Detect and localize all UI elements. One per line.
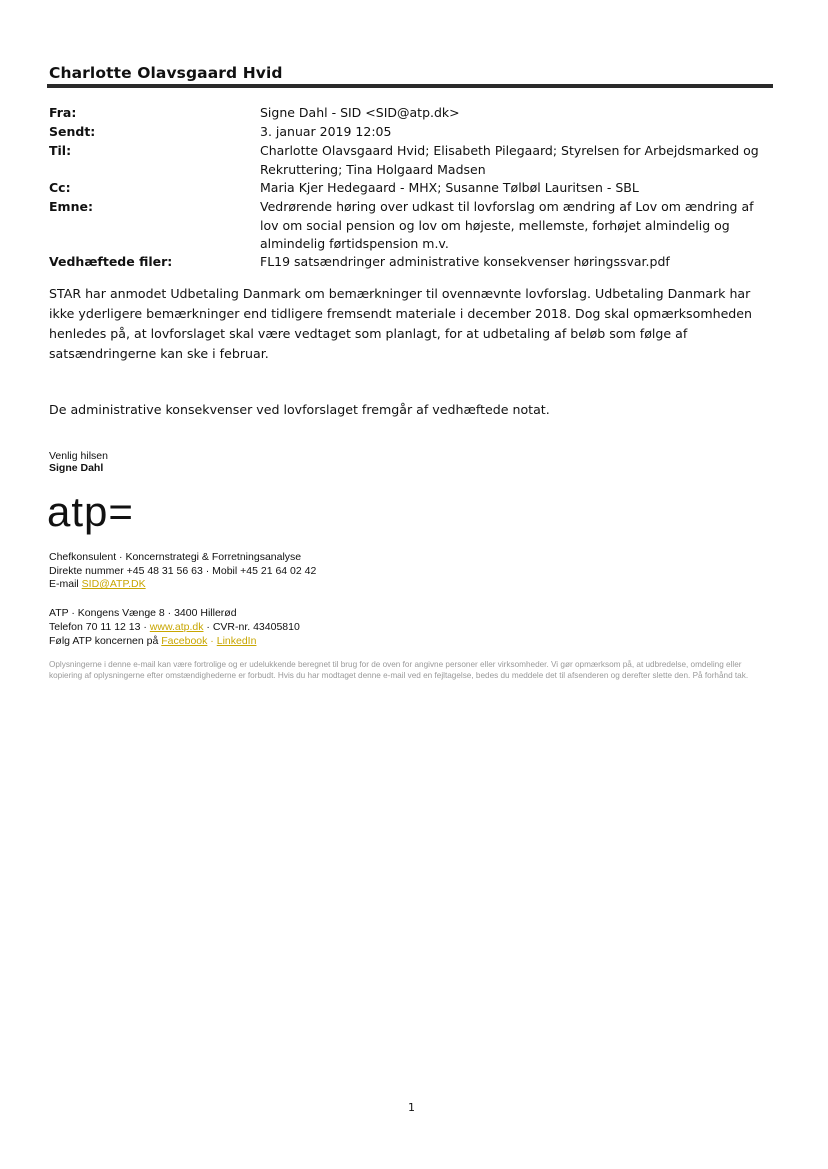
signature-address: ATP · Kongens Vænge 8 · 3400 Hillerød bbox=[49, 607, 237, 619]
signature-email-line bbox=[49, 578, 146, 590]
follow-prefix: Følg ATP koncernen på bbox=[49, 635, 162, 647]
attachments-label: Vedhæftede filer: bbox=[49, 254, 173, 269]
from-value: Signe Dahl - SID <SID@atp.dk> bbox=[260, 105, 460, 120]
document-title: Charlotte Olavsgaard Hvid bbox=[49, 64, 283, 82]
email-link[interactable]: SID@ATP.DK bbox=[81, 578, 146, 590]
web-link[interactable]: www.atp.dk bbox=[149, 621, 204, 633]
signature-name: Signe Dahl bbox=[49, 462, 104, 474]
facebook-link[interactable]: Facebook bbox=[161, 635, 208, 647]
sent-label: Sendt: bbox=[49, 124, 96, 139]
subject-label: Emne: bbox=[49, 199, 93, 214]
email-prefix: E-mail bbox=[49, 578, 82, 590]
disclaimer-text: Oplysningerne i denne e-mail kan være fortrolige og er udelukkende beregnet til brug for de oven for angivne personer eller virksomheder. Vi gør opmærksom på, at udbredelse, omdeling eller kopiering af oplysningerne efter omstændighederne er forbudt. Hvis du har modtaget denne e-mail ved en fejltagelse, bedes du meddele det til afsenderen og derefter slette den. På forhånd tak. bbox=[49, 660, 749, 680]
attachments-value[interactable]: FL19 satsændringer administrative konsekvenser høringssvar.pdf bbox=[260, 254, 670, 269]
signature-greeting: Venlig hilsen bbox=[49, 450, 108, 462]
to-label: Til: bbox=[49, 143, 72, 158]
signature-phone: Direkte nummer +45 48 31 56 63 · Mobil +45 21 64 02 42 bbox=[49, 565, 317, 577]
from-label: Fra: bbox=[49, 105, 77, 120]
cvr-text: · CVR-nr. 43405810 bbox=[203, 621, 300, 633]
link-separator: · bbox=[207, 635, 217, 647]
title-divider bbox=[47, 84, 773, 88]
signature-title: Chefkonsulent · Koncernstrategi & Forretningsanalyse bbox=[49, 551, 302, 563]
subject-value: Vedrørende høring over udkast til lovforslag om ændring af Lov om ændring af lov om social pension og lov om højeste, mellemste, forhøjet almindelig og almindelig førtidspension m.v. bbox=[260, 199, 754, 251]
cc-value: Maria Kjer Hedegaard - MHX; Susanne Tølbøl Lauritsen - SBL bbox=[260, 180, 639, 195]
body-paragraph-1: STAR har anmodet Udbetaling Danmark om bemærkninger til ovennævnte lovforslag. Udbetaling Danmark har ikke yderligere bemærkninger end tidligere fremsendt materiale i december 2018. Dog skal opmærksomheden henledes på, at lovforslaget skal være vedtaget som planlagt, for at udbetaling af beløb som følge af satsændringerne kan ske i februar. bbox=[49, 286, 753, 361]
signature-telefon-line bbox=[49, 621, 300, 633]
sent-value: 3. januar 2019 12:05 bbox=[260, 124, 392, 139]
linkedin-link[interactable]: LinkedIn bbox=[216, 635, 257, 647]
telefon-prefix: Telefon 70 11 12 13 · bbox=[49, 621, 150, 633]
cc-label: Cc: bbox=[49, 180, 71, 195]
to-value: Charlotte Olavsgaard Hvid; Elisabeth Pilegaard; Styrelsen for Arbejdsmarked og Rekruttering; Tina Holgaard Madsen bbox=[260, 143, 759, 177]
page-number: 1 bbox=[408, 1101, 415, 1114]
signature-follow-line bbox=[49, 635, 256, 647]
atp-logo: atp= bbox=[47, 488, 134, 535]
body-paragraph-2: De administrative konsekvenser ved lovforslaget fremgår af vedhæftede notat. bbox=[49, 402, 550, 417]
